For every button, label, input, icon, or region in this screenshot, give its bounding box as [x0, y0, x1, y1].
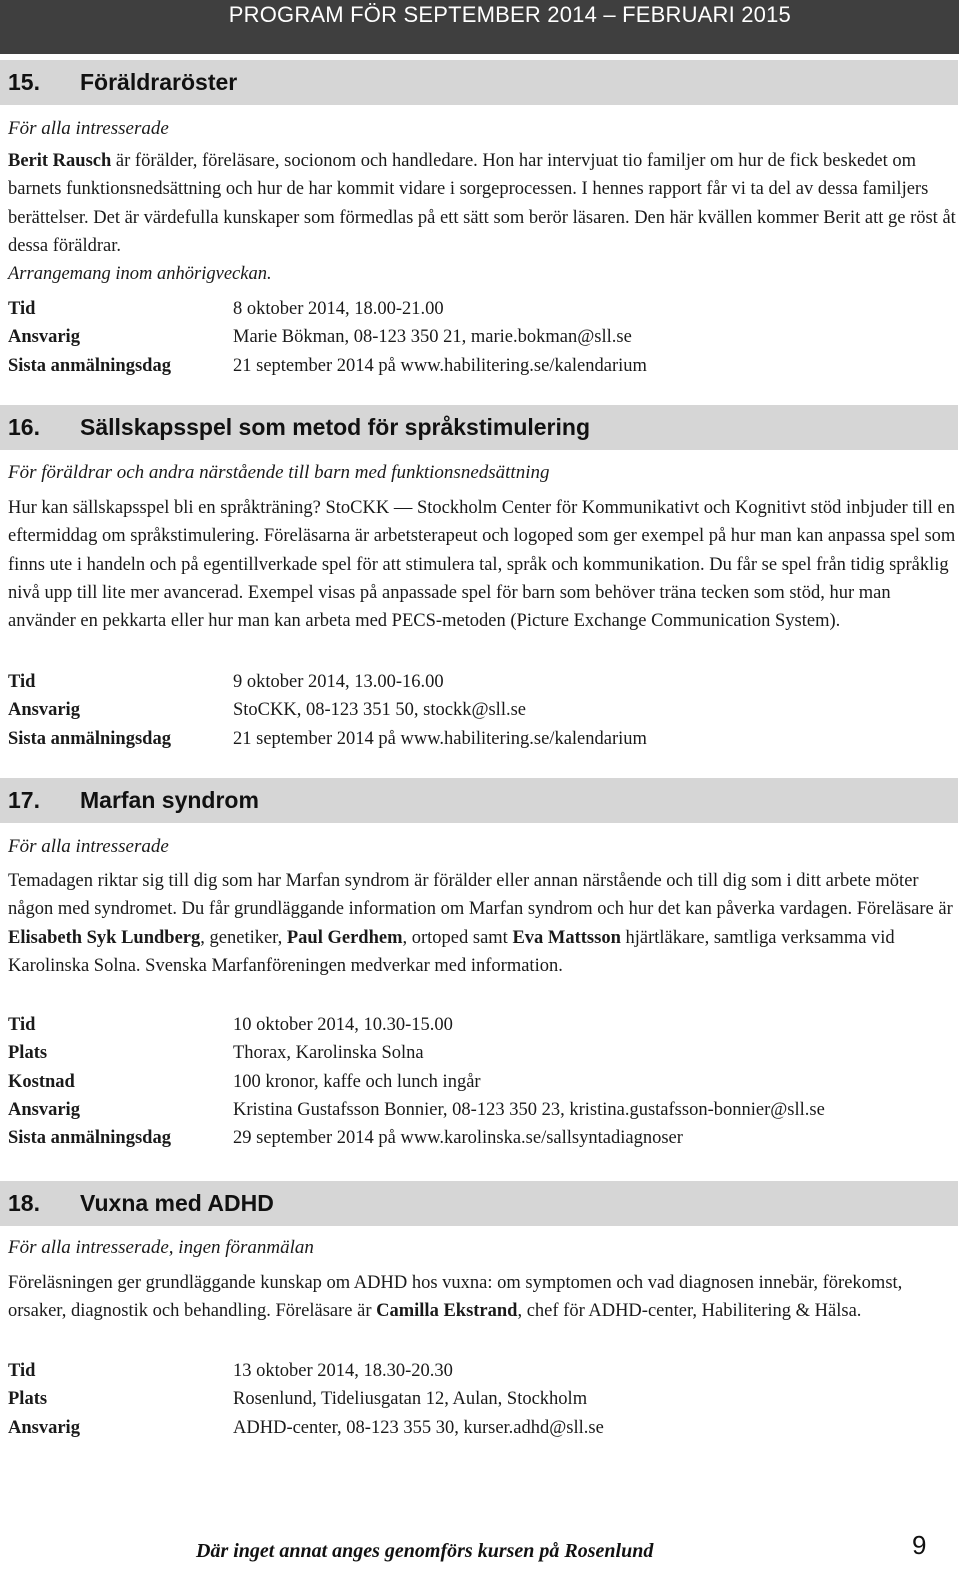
page-header [0, 0, 959, 54]
info-row [8, 672, 958, 700]
description-text: Temadagen riktar sig till dig som har Marfan syndrom är förälder eller annan närstående och till dig som i ditt arbete möter någon med syndromet. Du får grundläggande information om Marfan syndrom och hur det kan påverka vardagen. Föreläsare är [8, 871, 953, 920]
info-row [8, 327, 958, 355]
info-key: Ansvarig [8, 1099, 80, 1120]
info-key: Sista anmälningsdag [8, 1128, 171, 1149]
section-header-17 [0, 778, 958, 823]
section-info-17 [8, 1015, 958, 1156]
speaker-name: Paul Gerdhem [286, 927, 403, 948]
section-info-15 [8, 299, 958, 384]
section-description [8, 867, 958, 980]
info-key: Sista anmälningsdag [8, 355, 171, 376]
info-value: 13 oktober 2014, 18.30-20.30 [233, 1361, 453, 1381]
info-value: Rosenlund, Tideliusgatan 12, Aulan, Stockholm [233, 1389, 588, 1410]
section-body-15 [8, 147, 958, 288]
info-key: Kostnad [8, 1071, 75, 1092]
description-text: Föreläsningen ger grundläggande kunskap om ADHD hos vuxna: om symptomen och vad diagnosen innebär, förekomst, orsaker, diagnostik och behandling. Föreläsare är [8, 1273, 903, 1322]
section-body-16 [8, 494, 958, 635]
info-key: Ansvarig [8, 1417, 80, 1438]
section-title: Sällskapsspel som metod för språkstimulering [80, 414, 590, 440]
section-audience: För alla intresserade [8, 118, 169, 139]
info-key: Ansvarig [8, 700, 80, 721]
info-row [8, 356, 958, 384]
section-info-16 [8, 672, 958, 757]
info-row [8, 1072, 958, 1100]
section-number: 15. [8, 69, 40, 95]
section-number: 18. [8, 1190, 40, 1216]
info-key: Tid [8, 1361, 36, 1381]
section-description [8, 1269, 958, 1326]
info-row [8, 1043, 958, 1071]
description-text: hjärtläkare, samtliga verksamma vid Karolinska Solna. Svenska Marfanföreningen medverkar med information. [8, 927, 895, 976]
info-key: Plats [8, 1043, 48, 1064]
info-row [8, 700, 958, 728]
page-number: 9 [912, 1530, 927, 1560]
section-number: 16. [8, 414, 40, 440]
info-row [8, 1015, 958, 1043]
section-audience: För föräldrar och andra närstående till barn med funktionsnedsättning [8, 462, 550, 483]
section-title: Vuxna med ADHD [80, 1190, 274, 1216]
info-value: 8 oktober 2014, 18.00-21.00 [233, 299, 444, 319]
speaker-name: Elisabeth Syk Lundberg [8, 927, 201, 948]
section-description: Hur kan sällskapsspel bli en språkträning? StoCKK — Stockholm Center för Kommunikativt och Kognitivt stöd inbjuder till en eftermiddag om språkstimulering. Föreläsarna är arbetsterapeut och logoped som ger exempel på hur man kan anpassa spel som finns ute i handeln och på egentillverkade spel för att stimulera tal, språk och kommunikation. Du får se spel från tidig språklig nivå upp till lite mer avancerad. Exempel visas på anpassade spel för barn som behöver träna tecken som stöd, hur man använder en pekkarta eller hur man kan arbeta med PECS-metoden (Picture Exchange Communication System). [8, 498, 956, 632]
speaker-name: Berit Rausch [8, 151, 112, 171]
description-text: är förälder, föreläsare, socionom och handledare. Hon har intervjuat tio familjer om hur de fick beskedet om barnets funktionsnedsättning och hur de har kommit vidare i sorgeprocessen. I hennes rapport får vi ta del av dessa familjers berättelser. Det är värdefulla kunskaper som förmedlas på ett sätt som berör läsaren. Den här kvällen kommer Berit att ge röst åt dessa föräldrar. [8, 151, 956, 256]
info-value: 21 september 2014 på www.habilitering.se/kalendarium [233, 728, 647, 749]
info-value: 9 oktober 2014, 13.00-16.00 [233, 672, 444, 692]
info-value: 100 kronor, kaffe och lunch ingår [233, 1071, 481, 1092]
info-value: 29 september 2014 på www.karolinska.se/sallsyntadiagnoser [233, 1128, 683, 1149]
info-key: Tid [8, 1015, 36, 1035]
info-key: Tid [8, 672, 36, 692]
description-text: , genetiker, [200, 927, 287, 948]
info-value: StoCKK, 08-123 351 50, stockk@sll.se [233, 700, 527, 721]
section-audience: För alla intresserade [8, 836, 169, 857]
description-text: , ortoped samt [402, 927, 513, 948]
info-row [8, 1361, 958, 1389]
section-title: Marfan syndrom [80, 787, 259, 813]
section-body-18 [8, 1269, 958, 1326]
info-key: Tid [8, 299, 36, 319]
footer-note: Där inget annat anges genomförs kursen på Rosenlund [196, 1540, 654, 1562]
info-row [8, 1389, 958, 1417]
info-value: 21 september 2014 på www.habilitering.se/kalendarium [233, 355, 647, 376]
section-header-18 [0, 1181, 958, 1226]
section-header-15 [0, 60, 958, 105]
info-value: Marie Bökman, 08-123 350 21, marie.bokman@sll.se [233, 327, 632, 348]
info-value: 10 oktober 2014, 10.30-15.00 [233, 1015, 453, 1035]
info-value: Thorax, Karolinska Solna [233, 1043, 424, 1064]
info-key: Ansvarig [8, 327, 80, 348]
info-row [8, 299, 958, 327]
description-text: , chef för ADHD-center, Habilitering & Hälsa. [517, 1301, 862, 1322]
info-row [8, 1100, 958, 1128]
speaker-name: Camilla Ekstrand [376, 1301, 518, 1322]
section-number: 17. [8, 787, 40, 813]
info-value: ADHD-center, 08-123 355 30, kurser.adhd@sll.se [233, 1417, 604, 1438]
header-title: PROGRAM FÖR SEPTEMBER 2014 – FEBRUARI 2015 [228, 2, 791, 27]
section-header-16 [0, 405, 958, 450]
section-audience: För alla intresserade, ingen föranmälan [8, 1237, 314, 1258]
info-row [8, 1418, 958, 1446]
info-value: Kristina Gustafsson Bonnier, 08-123 350 23, kristina.gustafsson-bonnier@sll.se [233, 1099, 825, 1120]
section-description [8, 147, 958, 288]
info-key: Plats [8, 1389, 48, 1410]
section-title: Föräldraröster [80, 69, 238, 95]
info-row [8, 1128, 958, 1156]
info-key: Sista anmälningsdag [8, 728, 171, 749]
section-info-18 [8, 1361, 958, 1446]
speaker-name: Eva Mattsson [512, 927, 621, 948]
section-note: Arrangemang inom anhörigveckan. [8, 264, 272, 285]
section-body-17 [8, 867, 958, 980]
info-row [8, 729, 958, 757]
